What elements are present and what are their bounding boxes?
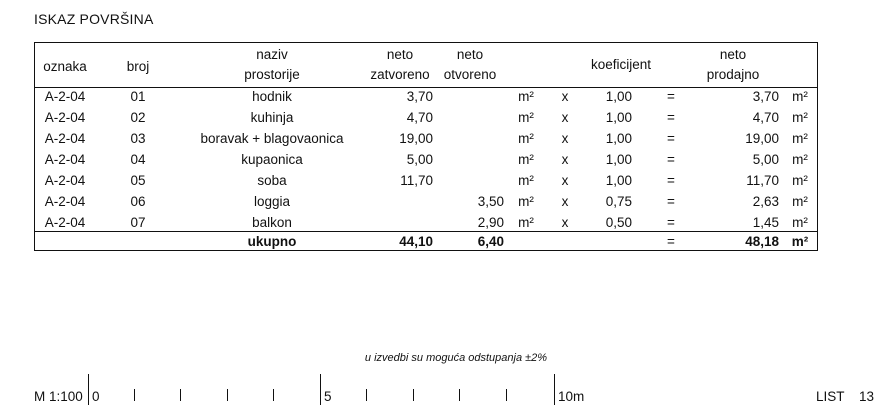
row-unit: m² bbox=[518, 215, 534, 230]
row-multiply-sign: x bbox=[561, 173, 569, 188]
total-zatvoreno: 44,10 bbox=[399, 234, 433, 249]
row-unit: m² bbox=[518, 194, 534, 209]
total-prodajno: 48,18 bbox=[745, 234, 779, 249]
row-equals: = bbox=[667, 152, 675, 167]
row-equals: = bbox=[667, 131, 675, 146]
row-unit: m² bbox=[518, 173, 534, 188]
row-oznaka: A-2-04 bbox=[44, 173, 86, 188]
scale-tick bbox=[273, 389, 274, 401]
total-label: ukupno bbox=[247, 234, 297, 249]
row-oznaka: A-2-04 bbox=[44, 215, 86, 230]
row-naziv: kupaonica bbox=[241, 152, 303, 167]
scale-label: M 1:100 bbox=[34, 389, 83, 404]
row-unit: m² bbox=[518, 131, 534, 146]
row-koeficijent: 1,00 bbox=[605, 152, 632, 167]
scale-mark-5: 5 bbox=[324, 389, 332, 404]
scale-tick bbox=[134, 389, 135, 401]
row-broj: 06 bbox=[130, 194, 146, 209]
col-header-otvoreno-line2: otvoreno bbox=[443, 67, 497, 82]
row-unit: m² bbox=[518, 110, 534, 125]
row-multiply-sign: x bbox=[561, 89, 569, 104]
row-naziv: loggia bbox=[253, 194, 291, 209]
row-koeficijent: 0,75 bbox=[605, 194, 632, 209]
col-header-naziv-line2: prostorije bbox=[244, 67, 300, 82]
row-equals: = bbox=[667, 215, 675, 230]
row-multiply-sign: x bbox=[561, 110, 569, 125]
header-divider bbox=[35, 87, 817, 88]
row-equals: = bbox=[667, 110, 675, 125]
scale-tick bbox=[459, 389, 460, 401]
row-oznaka: A-2-04 bbox=[44, 89, 86, 104]
area-table bbox=[34, 42, 818, 251]
row-equals: = bbox=[667, 173, 675, 188]
scale-tick bbox=[506, 389, 507, 401]
row-broj: 04 bbox=[130, 152, 146, 167]
row-unit-prodajno: m² bbox=[792, 110, 808, 125]
scale-mark-0: 0 bbox=[92, 389, 100, 404]
total-unit: m² bbox=[791, 234, 809, 249]
tolerance-note: u izvedbi su moguća odstupanja ±2% bbox=[364, 352, 548, 364]
scale-tick-major bbox=[320, 374, 321, 405]
col-header-prodajno-line1: neto bbox=[719, 47, 747, 62]
scale-tick-major bbox=[554, 374, 555, 405]
row-neto-zatvoreno: 5,00 bbox=[406, 152, 433, 167]
row-neto-zatvoreno: 11,70 bbox=[400, 173, 433, 188]
row-unit-prodajno: m² bbox=[792, 173, 808, 188]
row-neto-otvoreno: 3,50 bbox=[477, 194, 504, 209]
total-equals: = bbox=[667, 234, 675, 249]
row-naziv: soba bbox=[257, 173, 287, 188]
row-unit-prodajno: m² bbox=[792, 89, 808, 104]
total-otvoreno: 6,40 bbox=[477, 234, 504, 249]
row-broj: 01 bbox=[130, 89, 146, 104]
row-neto-prodajno: 3,70 bbox=[752, 89, 779, 104]
row-unit-prodajno: m² bbox=[792, 194, 808, 209]
row-neto-prodajno: 5,00 bbox=[752, 152, 779, 167]
row-unit: m² bbox=[518, 152, 534, 167]
row-koeficijent: 0,50 bbox=[605, 215, 632, 230]
row-koeficijent: 1,00 bbox=[605, 110, 632, 125]
row-naziv: balkon bbox=[252, 215, 292, 230]
row-broj: 03 bbox=[130, 131, 146, 146]
row-broj: 05 bbox=[130, 173, 146, 188]
row-equals: = bbox=[667, 89, 675, 104]
row-unit-prodajno: m² bbox=[792, 152, 808, 167]
row-broj: 07 bbox=[130, 215, 146, 230]
row-naziv: hodnik bbox=[252, 89, 292, 104]
col-header-zatvoreno-line2: zatvoreno bbox=[370, 67, 430, 82]
scale-bar bbox=[0, 370, 890, 410]
row-unit: m² bbox=[518, 89, 534, 104]
scale-tick bbox=[413, 389, 414, 401]
sheet-label: LIST bbox=[816, 389, 845, 404]
row-oznaka: A-2-04 bbox=[44, 110, 86, 125]
row-unit-prodajno: m² bbox=[792, 131, 808, 146]
row-multiply-sign: x bbox=[561, 152, 569, 167]
col-header-broj: broj bbox=[126, 59, 150, 74]
row-koeficijent: 1,00 bbox=[605, 131, 632, 146]
row-broj: 02 bbox=[130, 110, 146, 125]
row-oznaka: A-2-04 bbox=[44, 131, 86, 146]
col-header-oznaka: oznaka bbox=[43, 59, 87, 74]
row-equals: = bbox=[667, 194, 675, 209]
col-header-koeficijent: koeficijent bbox=[590, 57, 652, 72]
row-neto-zatvoreno: 3,70 bbox=[406, 89, 433, 104]
scale-tick bbox=[227, 389, 228, 401]
row-neto-prodajno: 2,63 bbox=[752, 194, 779, 209]
row-neto-otvoreno: 2,90 bbox=[477, 215, 504, 230]
row-koeficijent: 1,00 bbox=[605, 89, 632, 104]
row-oznaka: A-2-04 bbox=[44, 194, 86, 209]
row-neto-zatvoreno: 19,00 bbox=[399, 131, 433, 146]
row-neto-zatvoreno: 4,70 bbox=[406, 110, 433, 125]
row-oznaka: A-2-04 bbox=[44, 152, 86, 167]
row-neto-prodajno: 4,70 bbox=[752, 110, 779, 125]
scale-tick bbox=[366, 389, 367, 401]
scale-tick-major bbox=[88, 374, 89, 405]
row-neto-prodajno: 19,00 bbox=[745, 131, 779, 146]
row-multiply-sign: x bbox=[561, 215, 569, 230]
document-title: ISKAZ POVRŠINA bbox=[34, 11, 154, 27]
scale-mark-10: 10m bbox=[558, 389, 585, 404]
row-multiply-sign: x bbox=[561, 131, 569, 146]
col-header-prodajno-line2: prodajno bbox=[706, 67, 760, 82]
row-multiply-sign: x bbox=[561, 194, 569, 209]
total-divider bbox=[35, 231, 817, 232]
col-header-otvoreno-line1: neto bbox=[456, 47, 484, 62]
row-unit-prodajno: m² bbox=[792, 215, 808, 230]
row-koeficijent: 1,00 bbox=[605, 173, 632, 188]
row-naziv: boravak + blagovaonica bbox=[200, 131, 344, 146]
col-header-zatvoreno-line1: neto bbox=[386, 47, 414, 62]
col-header-naziv-line1: naziv bbox=[256, 47, 288, 62]
row-neto-prodajno: 11,70 bbox=[746, 173, 779, 188]
row-naziv: kuhinja bbox=[250, 110, 294, 125]
sheet-number: 13 bbox=[859, 389, 875, 404]
scale-tick bbox=[180, 389, 181, 401]
row-neto-prodajno: 1,45 bbox=[752, 215, 779, 230]
